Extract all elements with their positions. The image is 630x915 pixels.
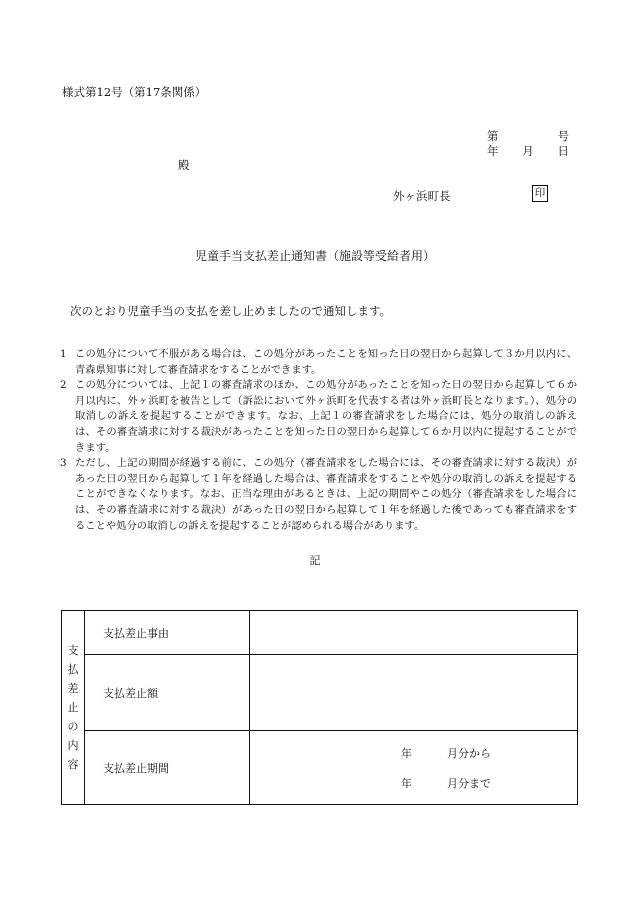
document-title: 児童手当支払差止通知書（施設等受給者用） (194, 249, 435, 263)
number-suffix: 号 (557, 129, 569, 143)
note-number: 2 (60, 379, 67, 392)
seal-box: 印 (532, 185, 548, 202)
period-to-year: 年 (401, 776, 412, 790)
period-from-month: 月分から (447, 746, 491, 760)
period-value-cell[interactable] (250, 731, 578, 805)
period-to-month: 月分まで (447, 776, 491, 790)
vertical-header-char: の (67, 720, 79, 733)
vertical-header-char: 差 (67, 682, 79, 695)
note-text: この処分については、上記１の審査請求のほか、この処分があったことを知った日の翌日から起算して６か月以内に、外ヶ浜町を被告として（訴訟において外ヶ浜町を代表する者は外ヶ浜町長となります。）、処分の取消しの訴えを提起することができます。なお、上記１の審査請求をした場合には、処分の取消しの訴えは、その審査請求に対する裁決があったことを知った日の翌日から起算して６か月以内に提起することができます。 (75, 379, 577, 454)
note-number: 1 (60, 348, 67, 360)
appeal-notes (60, 347, 577, 534)
number-prefix: 第 (487, 129, 499, 143)
addressee-suffix: 殿 (178, 158, 190, 172)
note-item (60, 456, 577, 534)
date-year: 年 (487, 144, 499, 158)
period-from-year: 年 (401, 746, 412, 760)
note-item (60, 347, 577, 378)
vertical-header-char: 払 (67, 663, 79, 676)
form-number: 様式第12号（第17条関係） (62, 85, 207, 99)
vertical-header (62, 611, 85, 805)
suspension-details-table (61, 610, 578, 805)
reason-value-cell[interactable] (250, 611, 578, 655)
period-to-line (250, 768, 577, 798)
vertical-header-char: 止 (67, 701, 79, 714)
vertical-header-char: 内 (67, 739, 79, 752)
note-text: この処分について不服がある場合は、この処分があったことを知った日の翌日から起算して３か月以内に、青森県知事に対して審査請求をすることができます。 (75, 348, 577, 376)
period-label: 支払差止期間 (85, 731, 250, 805)
reason-label: 支払差止事由 (85, 611, 250, 655)
amount-label: 支払差止額 (85, 655, 250, 731)
date-month: 月 (522, 144, 534, 158)
vertical-header-char: 容 (67, 758, 79, 771)
reference-number-row (487, 128, 569, 143)
reference-number-block (487, 128, 569, 158)
issuer-name: 外ヶ浜町長 (393, 189, 451, 203)
note-text: ただし、上記の期間が経過する前に、この処分（審査請求をした場合には、その審査請求に対する裁決）があった日の翌日から起算して１年を経過した場合は、審査請求をすることや処分の取消しの訴えを提起することができなくなります。なお、正当な理由があるときは、上記の期間やこの処分（審査請求をした場合には、その審査請求に対する裁決）があった日の翌日から起算して１年を経過した後であっても審査請求をすることや処分の取消しの訴えを提起することが認められる場合があります。 (75, 457, 577, 532)
period-from-line (250, 738, 577, 768)
reference-date-row (487, 143, 569, 158)
ki-marker: 記 (309, 554, 321, 567)
note-item (60, 378, 577, 456)
date-day: 日 (557, 144, 569, 158)
vertical-header-char: 支 (67, 644, 79, 657)
intro-text: 次のとおり児童手当の支払を差し止めましたので通知します。 (70, 304, 392, 318)
amount-value-cell[interactable] (250, 655, 578, 731)
note-number: 3 (60, 457, 67, 470)
